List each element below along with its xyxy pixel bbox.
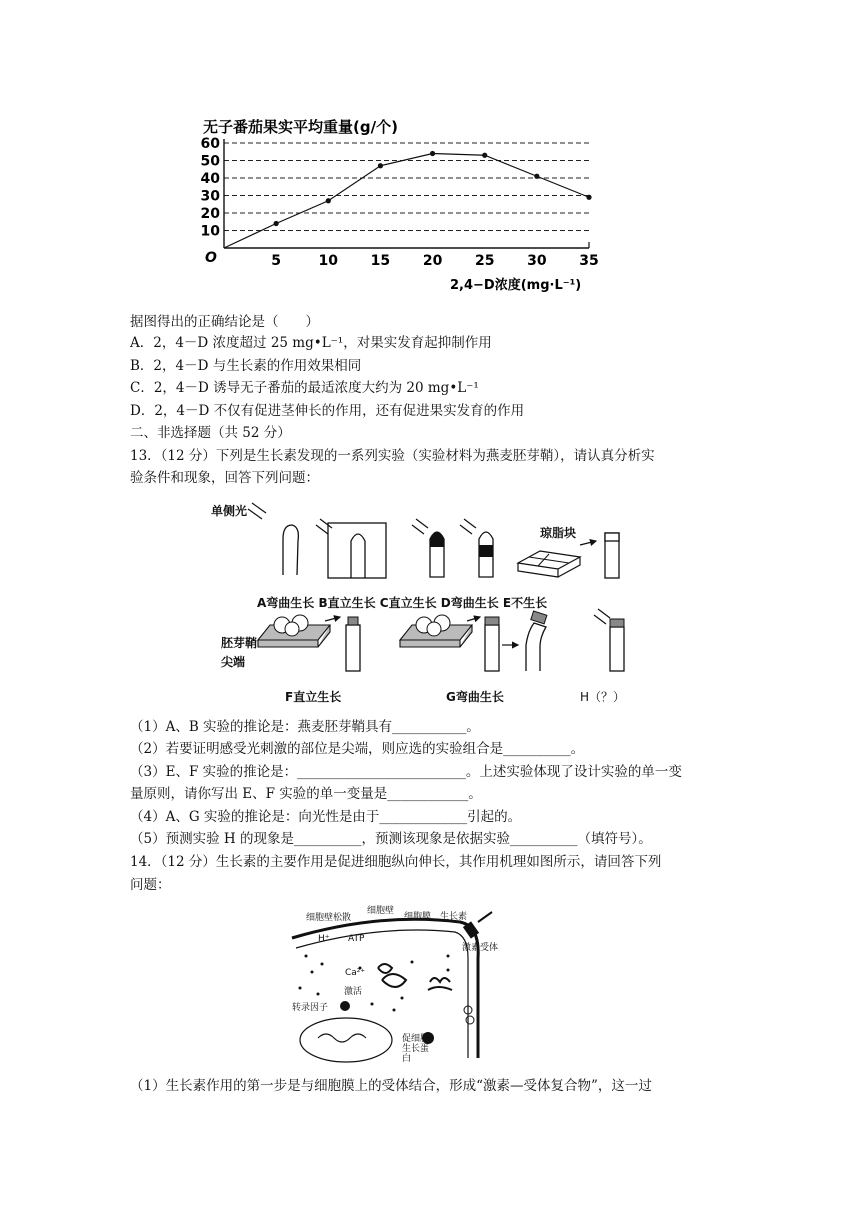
data-point [378,163,383,168]
chart-title: 无子番茄果实平均重量(g/个) [203,118,398,136]
q14-stem-2: 问题： [130,877,171,893]
q12-option-d: D．2，4－D 不仅有促进茎伸长的作用，还有促进果实发育的作用 [130,403,525,419]
q13-sub-3b: 量原则，请你写出 E、F 实验的单一变量是____________。 [130,786,482,802]
q13-sub-1: （1）A、B 实验的推论是：燕麦胚芽鞘具有___________。 [130,719,480,735]
q12-stem: 据图得出的正确结论是（ ） [130,314,319,330]
transcription-factor-label: 转录因子 [292,1003,329,1013]
membrane-label: 细胞膜 [404,912,432,922]
series-line [224,154,589,249]
q13-sub-4: （4）A、G 实验的推论是：向光性是由于_____________引起的。 [130,809,522,825]
cell-wall-label: 细胞壁 [367,906,395,916]
x-tick-label: 25 [474,253,495,269]
data-point [274,221,279,226]
y-tick-label: 30 [200,188,220,205]
section-heading: 二、非选择题（共 52 分） [130,425,291,441]
q13-sub-3: （3）E、F 实验的推论是：_________________________。上述实验体现了设计实验的单一变 [130,764,682,780]
data-point [482,153,487,158]
tip-label-2: 尖端 [221,655,246,669]
q14-stem-1: 14．（12 分）生长素的主要作用是促进细胞纵向伸长，其作用机理如图所示，请回答下列 [130,854,662,870]
q12-option-c: C．2，4－D 诱导无子番茄的最适浓度大约为 20 mg•L⁻¹ [130,380,479,396]
x-tick-label: 15 [370,253,391,269]
q13-stem-1: 13．（12 分）下列是生长素发现的一系列实验（实验材料为燕麦胚芽鞘），请认真分析实 [130,448,655,464]
tip-label-1: 胚芽鞘 [221,636,258,650]
y-tick-label: 10 [200,223,220,240]
data-point [326,198,331,203]
data-point [430,151,435,156]
q13-sub-2: （2）若要证明感受光刺激的部位是尖端，则应选的实验组合是__________。 [130,741,585,757]
x-tick-label: 10 [318,253,339,269]
q14-sub-1: （1）生长素作用的第一步是与细胞膜上的受体结合，形成“激素—受体复合物”，这一过 [130,1078,652,1094]
data-point [586,195,591,200]
ca-label: Ca²⁺ [345,968,366,978]
line-chart [0,110,860,410]
light-label: 单侧光 [211,504,248,518]
y-tick-label: 50 [200,153,220,170]
activate-label: 激活 [344,987,363,997]
q12-option-b: B．2，4－D 与生长素的作用效果相同 [130,358,362,374]
y-tick-label: 20 [200,206,220,222]
caption-f: F直立生长 [285,690,342,704]
atp-label: ATP [348,934,365,944]
x-tick-label: 5 [271,253,282,269]
auxin-label: 生长素 [440,912,468,922]
q13-sub-5: （5）预测实验 H 的现象是__________，预测该现象是依据实验__________（填符号）。 [130,831,652,847]
x-tick-label: 20 [422,253,443,269]
y-tick-label: 40 [200,171,220,187]
x-tick-label: 35 [579,253,599,269]
y-tick-label: 60 [200,136,220,152]
agar-label: 琼脂块 [540,526,577,540]
caption-g: G弯曲生长 [446,690,504,704]
growth-protein-label: 促细胞生长蛋白 [402,1034,430,1064]
x-tick-label: 30 [527,253,547,269]
h-ion-label: H⁺ [318,934,330,944]
q13-stem-2: 验条件和现象，回答下列问题： [130,470,319,486]
cell-wall-loose-label: 细胞壁松散 [306,913,352,923]
q12-option-a: A．2，4－D 浓度超过 25 mg•L⁻¹，对果实发育起抑制作用 [130,335,492,351]
caption-h: H（？） [580,690,626,704]
row1-caption: A弯曲生长 B直立生长 C直立生长 D弯曲生长 E不生长 [257,596,548,610]
origin-label: O [205,250,217,266]
x-axis-label: 2,4−D浓度(mg·L⁻¹) [450,278,582,293]
data-point [534,174,539,179]
receptor-label: 激素受体 [462,943,499,953]
